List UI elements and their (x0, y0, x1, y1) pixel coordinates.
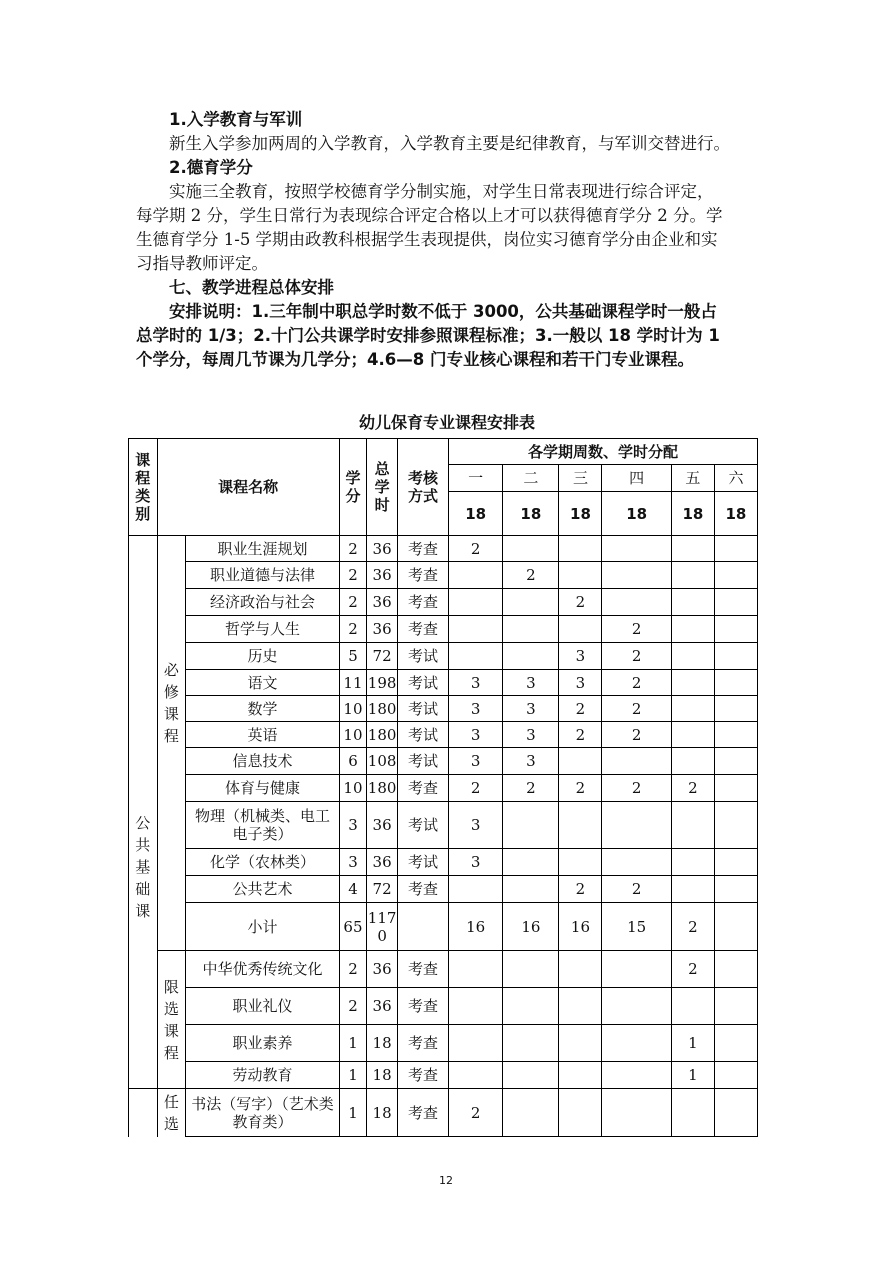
table-row (129, 903, 758, 951)
course-name: 中华优秀传统文化 (186, 951, 339, 988)
term-1-hours (449, 1062, 503, 1089)
course-exam-method: 考查 (397, 988, 448, 1025)
course-exam-method: 考试 (397, 696, 448, 722)
table-row (129, 616, 758, 643)
course-exam-method: 考试 (397, 802, 448, 849)
term-3-hours: 2 (559, 876, 602, 903)
term-3-hours: 2 (559, 775, 602, 802)
course-name: 职业生涯规划 (186, 536, 339, 562)
term-5-hours: 2 (671, 951, 714, 988)
term-6-hours (714, 589, 757, 616)
course-exam-method: 考试 (397, 748, 448, 775)
course-hours: 180 (367, 696, 398, 722)
term-6-hours (714, 616, 757, 643)
term-2-hours: 3 (503, 670, 559, 696)
course-credit: 2 (339, 616, 367, 643)
term-3-hours (559, 562, 602, 589)
course-credit: 2 (339, 589, 367, 616)
header-term-weeks: 18 (503, 492, 559, 536)
course-exam-method: 考试 (397, 643, 448, 670)
course-name: 信息技术 (186, 748, 339, 775)
course-exam-method: 考试 (397, 670, 448, 696)
term-6-hours (714, 1089, 757, 1137)
term-6-hours (714, 643, 757, 670)
course-hours: 36 (367, 988, 398, 1025)
term-5-hours: 1 (671, 1062, 714, 1089)
term-6-hours (714, 748, 757, 775)
term-5-hours (671, 696, 714, 722)
header-term-weeks: 18 (559, 492, 602, 536)
term-6-hours (714, 722, 757, 748)
paragraph-moral-credit-line: 实施三全教育，按照学校德育学分制实施，对学生日常表现进行综合评定， (169, 182, 714, 201)
term-2-hours: 2 (503, 775, 559, 802)
table-row (129, 536, 758, 562)
table-row (129, 722, 758, 748)
course-hours: 72 (367, 643, 398, 670)
course-hours: 180 (367, 722, 398, 748)
paragraph-moral-credit-line: 每学期 2 分，学生日常行为表现综合评定合格以上才可以获得德育学分 2 分。学 (136, 206, 723, 225)
table-row (129, 1089, 758, 1137)
table-row (129, 988, 758, 1025)
course-credit: 1 (339, 1025, 367, 1062)
term-2-hours (503, 951, 559, 988)
term-1-hours: 3 (449, 722, 503, 748)
term-5-hours (671, 589, 714, 616)
term-3-hours: 2 (559, 589, 602, 616)
header-term: 六 (714, 465, 757, 492)
term-5-hours (671, 802, 714, 849)
term-1-hours: 3 (449, 696, 503, 722)
term-2-hours (503, 849, 559, 876)
table-row (129, 589, 758, 616)
term-1-hours (449, 876, 503, 903)
course-credit: 2 (339, 988, 367, 1025)
course-credit: 10 (339, 696, 367, 722)
term-6-hours (714, 876, 757, 903)
table-row (129, 951, 758, 988)
term-3-hours: 2 (559, 722, 602, 748)
course-hours: 36 (367, 849, 398, 876)
course-name: 数学 (186, 696, 339, 722)
course-name: 职业礼仪 (186, 988, 339, 1025)
term-4-hours (602, 1089, 672, 1137)
course-credit: 1 (339, 1062, 367, 1089)
term-4-hours: 2 (602, 616, 672, 643)
table-row (129, 670, 758, 696)
group-category-continued (129, 1089, 158, 1137)
arrangement-note-line: 个学分，每周几节课为几学分；4.6—8 门专业核心课程和若干门专业课程。 (136, 350, 694, 369)
term-3-hours (559, 849, 602, 876)
course-name: 职业道德与法律 (186, 562, 339, 589)
course-exam-method: 考查 (397, 1062, 448, 1089)
term-4-hours (602, 951, 672, 988)
course-hours: 108 (367, 748, 398, 775)
term-2-hours (503, 1062, 559, 1089)
course-hours: 198 (367, 670, 398, 696)
body-text (136, 108, 758, 372)
course-hours: 36 (367, 802, 398, 849)
term-4-hours (602, 1025, 672, 1062)
table-row (129, 643, 758, 670)
course-exam-method: 考查 (397, 562, 448, 589)
term-5-hours (671, 562, 714, 589)
course-hours: 72 (367, 876, 398, 903)
term-2-hours (503, 988, 559, 1025)
table-row (129, 696, 758, 722)
header-total-hours: 总学时 (367, 439, 398, 536)
term-3-hours (559, 802, 602, 849)
course-hours: 18 (367, 1062, 398, 1089)
term-3-hours (559, 536, 602, 562)
term-5-hours (671, 748, 714, 775)
term-1-hours: 2 (449, 536, 503, 562)
arrangement-note-line: 安排说明：1.三年制中职总学时数不低于 3000，公共基础课程学时一般占 (169, 302, 717, 321)
term-1-hours (449, 643, 503, 670)
term-4-hours: 2 (602, 775, 672, 802)
term-2-hours (503, 876, 559, 903)
arrangement-note-line: 总学时的 1/3；2.十门公共课学时安排参照课程标准；3.一般以 18 学时计为 1 (136, 326, 720, 345)
course-hours: 36 (367, 589, 398, 616)
course-name: 历史 (186, 643, 339, 670)
course-name: 职业素养 (186, 1025, 339, 1062)
term-4-hours: 2 (602, 696, 672, 722)
term-6-hours (714, 670, 757, 696)
table-row (129, 802, 758, 849)
term-6-hours (714, 696, 757, 722)
course-exam-method: 考查 (397, 1025, 448, 1062)
term-5-hours: 2 (671, 903, 714, 951)
term-1-hours: 2 (449, 775, 503, 802)
course-credit: 4 (339, 876, 367, 903)
course-name: 化学（农林类） (186, 849, 339, 876)
course-name: 劳动教育 (186, 1062, 339, 1089)
term-4-hours (602, 849, 672, 876)
term-2-hours (503, 589, 559, 616)
term-2-hours (503, 1089, 559, 1137)
table-row (129, 1025, 758, 1062)
term-1-hours: 3 (449, 748, 503, 775)
term-5-hours (671, 849, 714, 876)
term-3-hours (559, 988, 602, 1025)
header-term-weeks: 18 (602, 492, 672, 536)
course-name: 小计 (186, 903, 339, 951)
page-number: 12 (439, 1174, 453, 1187)
table-row (129, 1062, 758, 1089)
course-credit: 5 (339, 643, 367, 670)
course-name: 公共艺术 (186, 876, 339, 903)
term-2-hours: 16 (503, 903, 559, 951)
header-course-category: 课程类别 (129, 439, 158, 536)
term-5-hours (671, 616, 714, 643)
term-2-hours (503, 536, 559, 562)
term-6-hours (714, 562, 757, 589)
term-4-hours (602, 536, 672, 562)
term-6-hours (714, 802, 757, 849)
course-hours: 36 (367, 951, 398, 988)
term-3-hours: 2 (559, 696, 602, 722)
course-hours: 18 (367, 1089, 398, 1137)
term-5-hours (671, 536, 714, 562)
course-name: 经济政治与社会 (186, 589, 339, 616)
group-limited: 限选课程 (157, 951, 186, 1089)
course-name: 语文 (186, 670, 339, 696)
term-5-hours (671, 670, 714, 696)
term-5-hours: 1 (671, 1025, 714, 1062)
course-credit: 11 (339, 670, 367, 696)
term-3-hours (559, 616, 602, 643)
course-hours: 1170 (367, 903, 398, 951)
course-exam-method: 考查 (397, 775, 448, 802)
group-elective: 任选 (157, 1089, 186, 1137)
course-credit: 65 (339, 903, 367, 951)
term-6-hours (714, 849, 757, 876)
term-6-hours (714, 988, 757, 1025)
term-4-hours: 2 (602, 876, 672, 903)
term-3-hours (559, 1025, 602, 1062)
term-2-hours (503, 616, 559, 643)
term-3-hours (559, 1062, 602, 1089)
table-row (129, 775, 758, 802)
heading-teaching-schedule: 七、教学进程总体安排 (169, 278, 334, 297)
term-1-hours: 3 (449, 670, 503, 696)
table-row (129, 562, 758, 589)
term-5-hours: 2 (671, 775, 714, 802)
header-term: 四 (602, 465, 672, 492)
term-1-hours: 16 (449, 903, 503, 951)
term-2-hours: 3 (503, 722, 559, 748)
course-exam-method: 考试 (397, 722, 448, 748)
term-1-hours (449, 562, 503, 589)
term-3-hours (559, 951, 602, 988)
header-term-weeks: 18 (671, 492, 714, 536)
course-hours: 36 (367, 562, 398, 589)
term-3-hours: 16 (559, 903, 602, 951)
term-6-hours (714, 903, 757, 951)
course-exam-method: 考查 (397, 616, 448, 643)
term-4-hours (602, 988, 672, 1025)
term-3-hours: 3 (559, 643, 602, 670)
term-3-hours (559, 748, 602, 775)
table-title: 幼儿保育专业课程安排表 (358, 413, 535, 432)
term-5-hours (671, 988, 714, 1025)
header-term-weeks: 18 (714, 492, 757, 536)
course-credit: 2 (339, 562, 367, 589)
group-public-basic: 公共基础课 (129, 536, 158, 1089)
course-exam-method: 考试 (397, 849, 448, 876)
term-3-hours: 3 (559, 670, 602, 696)
term-6-hours (714, 536, 757, 562)
term-4-hours: 2 (602, 670, 672, 696)
course-hours: 36 (367, 536, 398, 562)
course-name: 物理（机械类、电工电子类） (186, 802, 339, 849)
header-term: 一 (449, 465, 503, 492)
header-credit: 学分 (339, 439, 367, 536)
course-credit: 6 (339, 748, 367, 775)
heading-moral-credit: 2.德育学分 (169, 158, 253, 177)
course-name: 书法（写字）（艺术类教育类） (186, 1089, 339, 1137)
term-4-hours: 2 (602, 722, 672, 748)
course-credit: 2 (339, 951, 367, 988)
group-required: 必修课程 (157, 536, 186, 951)
term-4-hours: 2 (602, 643, 672, 670)
term-6-hours (714, 1025, 757, 1062)
term-5-hours (671, 643, 714, 670)
course-credit: 1 (339, 1089, 367, 1137)
term-4-hours (602, 1062, 672, 1089)
term-5-hours (671, 722, 714, 748)
course-credit: 10 (339, 722, 367, 748)
term-5-hours (671, 876, 714, 903)
header-term: 二 (503, 465, 559, 492)
course-name: 英语 (186, 722, 339, 748)
course-credit: 3 (339, 849, 367, 876)
course-credit: 3 (339, 802, 367, 849)
course-exam-method: 考查 (397, 536, 448, 562)
course-exam-method: 考查 (397, 951, 448, 988)
table-row (129, 876, 758, 903)
course-credit: 2 (339, 536, 367, 562)
term-4-hours: 15 (602, 903, 672, 951)
term-4-hours (602, 802, 672, 849)
heading-entrance-education: 1.入学教育与军训 (169, 110, 303, 129)
term-4-hours (602, 562, 672, 589)
course-hours: 180 (367, 775, 398, 802)
term-2-hours: 3 (503, 748, 559, 775)
table-row (129, 748, 758, 775)
course-name: 体育与健康 (186, 775, 339, 802)
course-exam-method (397, 903, 448, 951)
paragraph-moral-credit-line: 习指导教师评定。 (136, 254, 268, 273)
term-2-hours (503, 643, 559, 670)
header-exam-method: 考核方式 (397, 439, 448, 536)
term-1-hours (449, 589, 503, 616)
term-2-hours: 3 (503, 696, 559, 722)
term-2-hours (503, 1025, 559, 1062)
course-name: 哲学与人生 (186, 616, 339, 643)
course-exam-method: 考查 (397, 876, 448, 903)
header-term-weeks: 18 (449, 492, 503, 536)
header-term-distribution: 各学期周数、学时分配 (449, 439, 758, 465)
term-1-hours: 3 (449, 849, 503, 876)
term-2-hours (503, 802, 559, 849)
term-1-hours (449, 951, 503, 988)
course-hours: 18 (367, 1025, 398, 1062)
term-5-hours (671, 1089, 714, 1137)
term-4-hours (602, 589, 672, 616)
course-schedule-table (128, 438, 758, 1137)
term-1-hours: 2 (449, 1089, 503, 1137)
term-6-hours (714, 775, 757, 802)
header-term: 五 (671, 465, 714, 492)
term-4-hours (602, 748, 672, 775)
term-2-hours: 2 (503, 562, 559, 589)
term-1-hours (449, 988, 503, 1025)
term-6-hours (714, 951, 757, 988)
course-credit: 10 (339, 775, 367, 802)
course-exam-method: 考查 (397, 1089, 448, 1137)
term-3-hours (559, 1089, 602, 1137)
paragraph-moral-credit-line: 生德育学分 1-5 学期由政教科根据学生表现提供，岗位实习德育学分由企业和实 (136, 230, 718, 249)
term-6-hours (714, 1062, 757, 1089)
course-exam-method: 考查 (397, 589, 448, 616)
course-hours: 36 (367, 616, 398, 643)
term-1-hours (449, 616, 503, 643)
table-row (129, 849, 758, 876)
term-1-hours (449, 1025, 503, 1062)
header-term: 三 (559, 465, 602, 492)
paragraph-entrance-education: 新生入学参加两周的入学教育，入学教育主要是纪律教育，与军训交替进行。 (169, 134, 730, 153)
header-course-name: 课程名称 (157, 439, 339, 536)
term-1-hours: 3 (449, 802, 503, 849)
